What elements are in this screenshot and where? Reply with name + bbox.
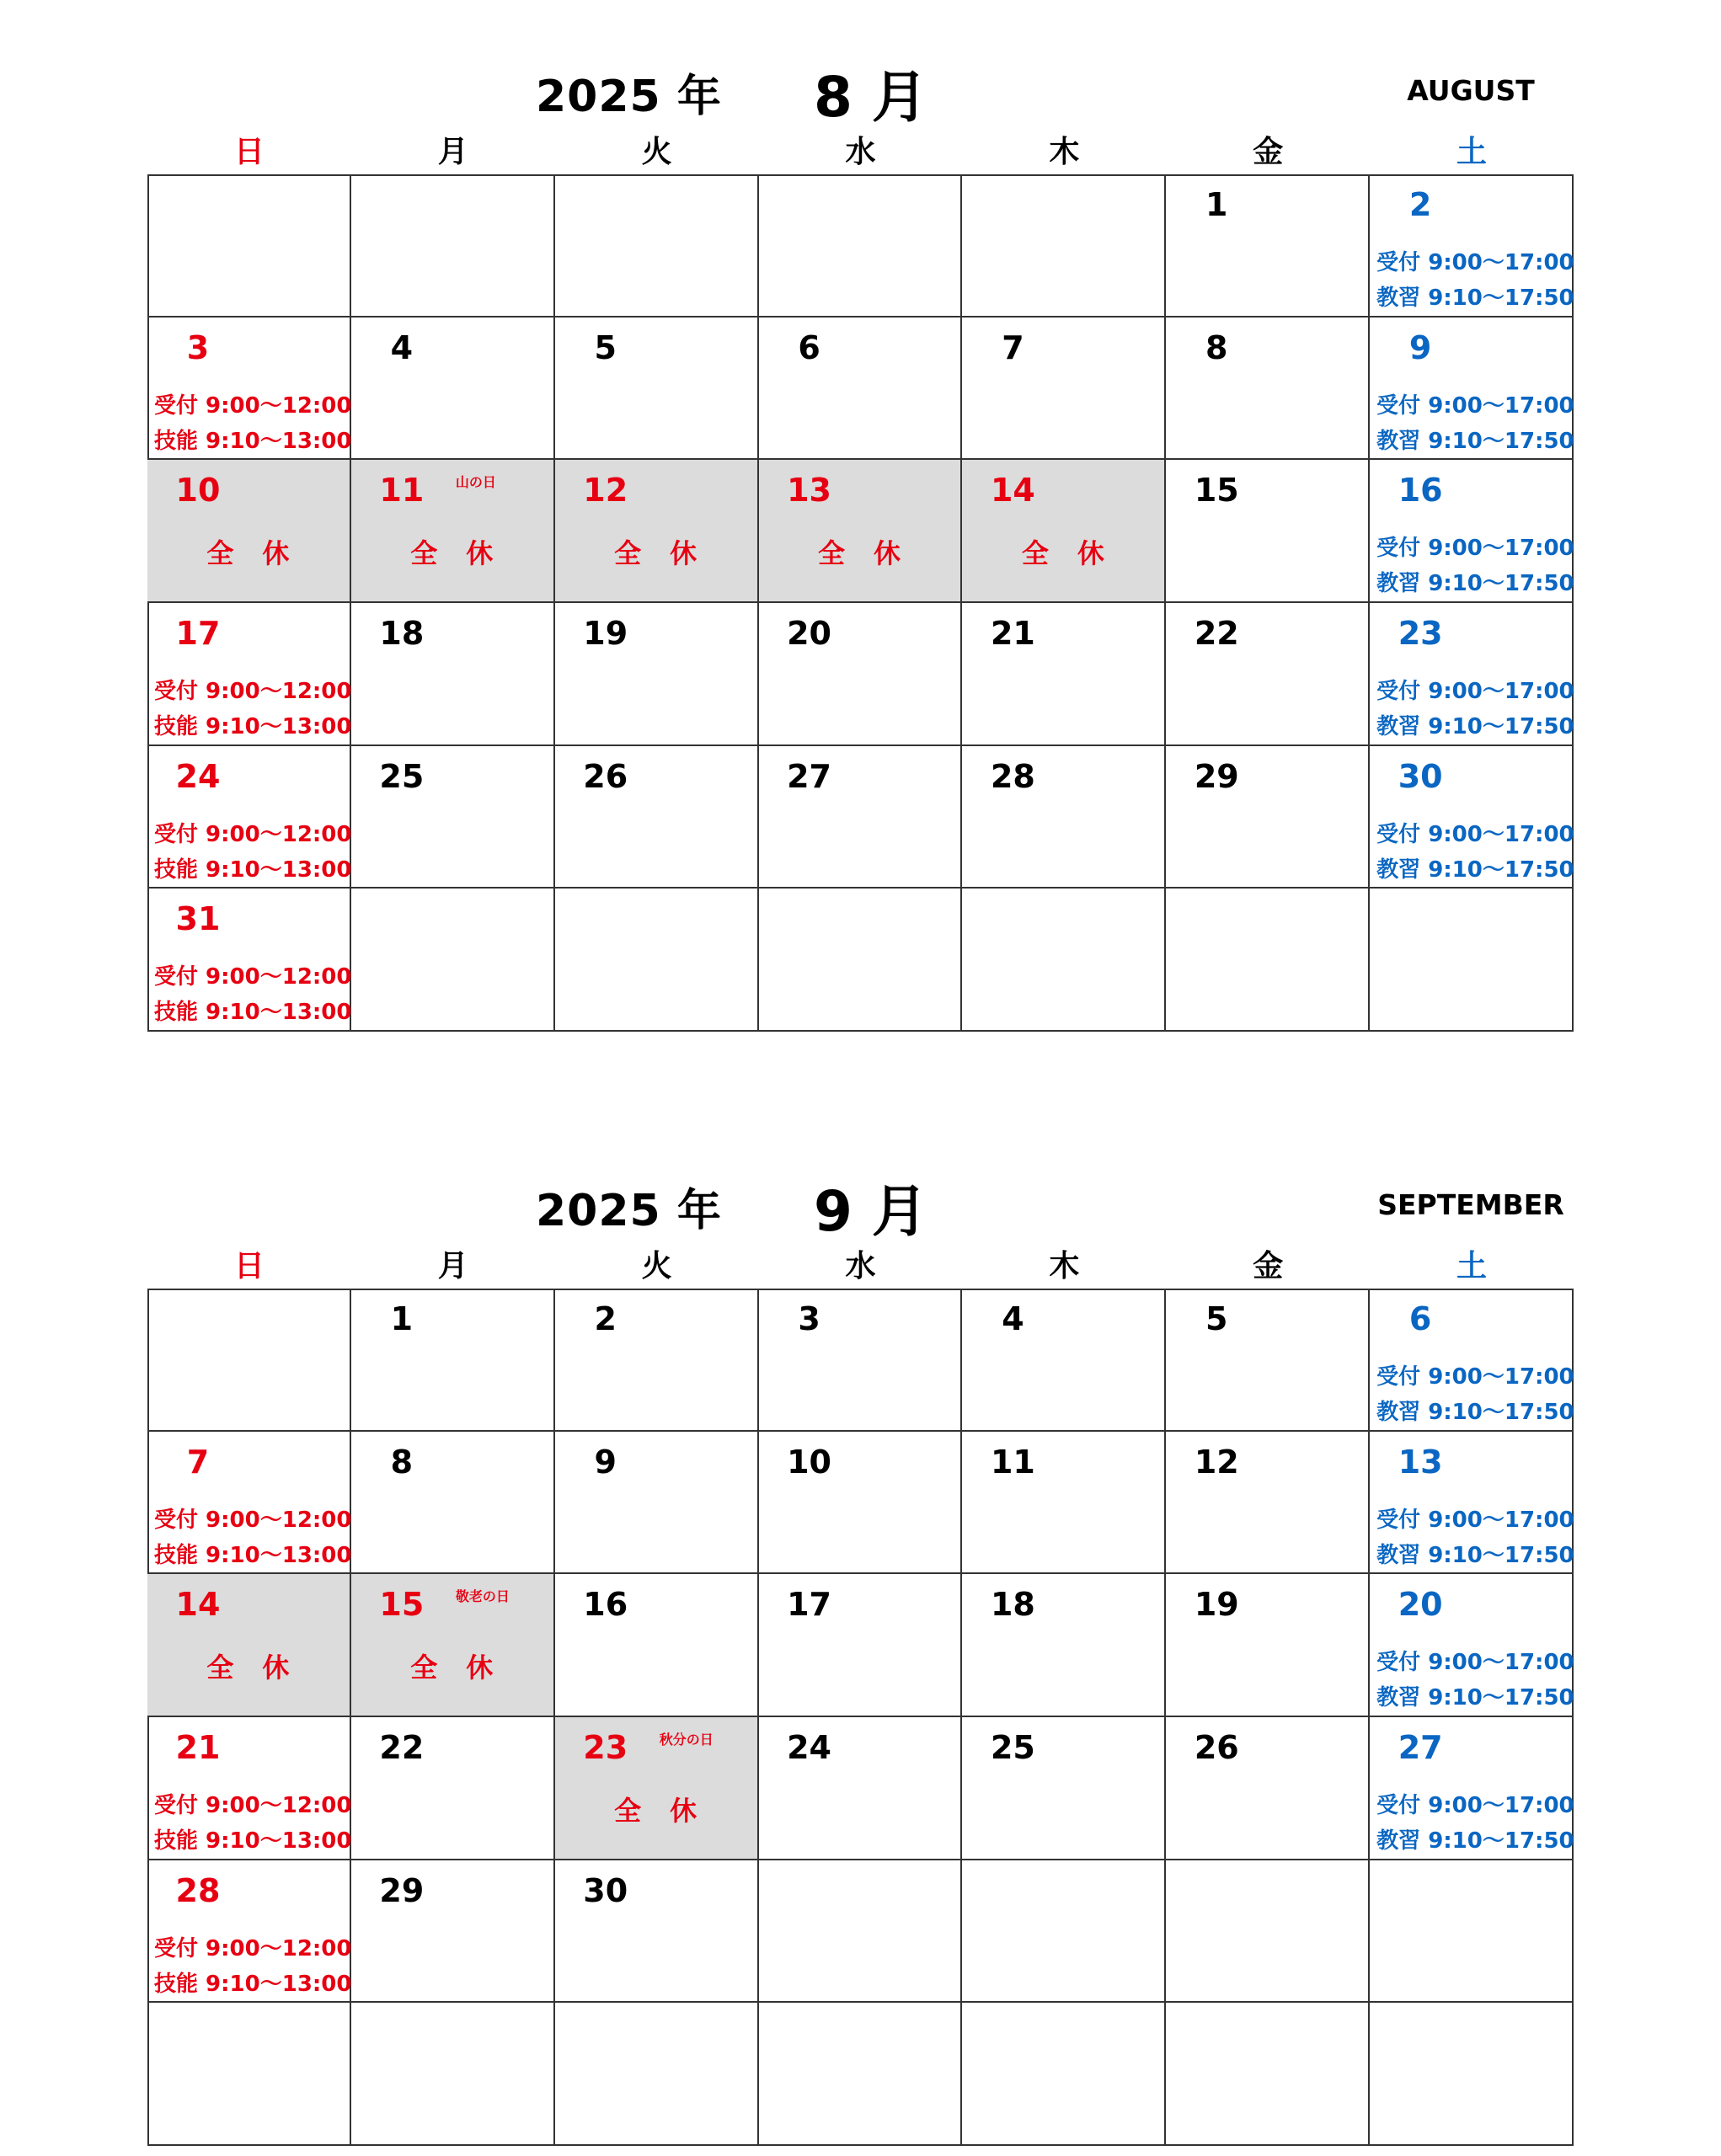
day-cell (555, 2003, 759, 2146)
day-cell (351, 2003, 555, 2146)
closed-label: 全 休 (1021, 537, 1105, 570)
business-hours (1376, 1502, 1574, 1573)
hours-line: 受付 9:00〜12:00 (154, 1507, 352, 1533)
day-cell (962, 746, 1166, 889)
day-cell (1370, 460, 1574, 603)
hours-line: 受付 9:00〜17:00 (1376, 392, 1574, 419)
day-cell (1166, 1717, 1370, 1860)
hours-line: 技能 9:10〜13:00 (154, 1828, 352, 1854)
day-cell (1370, 1860, 1574, 2004)
weekday-label: 水 (845, 135, 876, 169)
hours-line: 受付 9:00〜12:00 (154, 679, 352, 704)
day-cell (1166, 1860, 1370, 2004)
day-number: 26 (583, 757, 628, 795)
day-cell (351, 174, 555, 318)
day-number: 29 (379, 1871, 425, 1909)
weekday-label: 木 (1049, 1249, 1080, 1283)
closed-label: 全 休 (410, 537, 494, 570)
day-cell (1166, 1574, 1370, 1717)
day-cell (962, 603, 1166, 746)
calendar-grid (147, 174, 1574, 1032)
day-cell (351, 889, 555, 1032)
business-hours (1376, 531, 1574, 601)
day-cell (351, 1860, 555, 2004)
day-number: 7 (186, 1443, 210, 1481)
day-number: 11 (990, 1443, 1035, 1481)
day-number: 10 (787, 1443, 831, 1481)
hours-line: 受付 9:00〜17:00 (1376, 536, 1574, 562)
day-number: 24 (175, 757, 221, 795)
day-cell (962, 318, 1166, 461)
day-cell (759, 2003, 963, 2146)
business-hours (1376, 1645, 1574, 1716)
day-number: 15 (379, 1586, 425, 1624)
day-cell (759, 603, 963, 746)
weekday-label: 土 (1456, 1249, 1488, 1283)
day-cell (759, 889, 963, 1032)
hours-line: 受付 9:00〜12:00 (154, 964, 352, 990)
business-hours (1376, 1788, 1574, 1859)
day-number: 8 (390, 1443, 414, 1481)
day-cell (147, 2003, 351, 2146)
day-number: 30 (1398, 757, 1443, 795)
day-number: 28 (990, 757, 1035, 795)
day-cell (759, 1432, 963, 1575)
business-hours (154, 817, 351, 888)
hours-line: 教習 9:10〜17:50 (1376, 1400, 1574, 1425)
business-hours (154, 674, 351, 744)
hours-line: 技能 9:10〜13:00 (154, 1000, 352, 1026)
day-cell (1166, 889, 1370, 1032)
day-cell (1166, 460, 1370, 603)
day-cell (759, 1860, 963, 2004)
day-number: 25 (379, 757, 425, 795)
hours-line: 技能 9:10〜13:00 (154, 857, 352, 883)
day-number: 14 (990, 472, 1035, 510)
day-cell (351, 1717, 555, 1860)
day-cell (1370, 174, 1574, 318)
hours-line: 受付 9:00〜12:00 (154, 392, 352, 419)
day-number: 5 (1205, 1300, 1228, 1337)
day-number: 6 (1408, 1300, 1432, 1337)
day-cell (555, 174, 759, 318)
day-number: 28 (175, 1871, 221, 1909)
holiday-name: 山の日 (455, 474, 496, 491)
year-title: 2025 年 (536, 1186, 722, 1236)
day-cell (555, 1432, 759, 1575)
hours-line: 受付 9:00〜12:00 (154, 821, 352, 847)
closed-label: 全 休 (206, 1652, 291, 1684)
weekday-header (147, 1242, 1574, 1283)
day-cell (555, 746, 759, 889)
day-number: 18 (379, 615, 425, 652)
hours-line: 教習 9:10〜17:50 (1376, 857, 1574, 883)
day-cell (1370, 1432, 1574, 1575)
business-hours (1376, 245, 1574, 316)
hours-line: 教習 9:10〜17:50 (1376, 1542, 1574, 1568)
day-number: 19 (583, 615, 628, 652)
day-number: 7 (1002, 328, 1024, 366)
month-title: 8 月 (814, 65, 927, 130)
weekday-label: 金 (1253, 1249, 1284, 1283)
day-cell (147, 1860, 351, 2004)
closed-label: 全 休 (410, 1652, 494, 1684)
hours-line: 教習 9:10〜17:50 (1376, 571, 1574, 597)
day-cell (759, 318, 963, 461)
business-hours (154, 1788, 351, 1859)
day-cell (555, 460, 759, 603)
day-cell (1370, 603, 1574, 746)
day-number: 3 (186, 328, 210, 366)
day-cell (147, 603, 351, 746)
day-number: 17 (787, 1586, 831, 1624)
day-number: 12 (1194, 1443, 1239, 1481)
day-cell (555, 1860, 759, 2004)
day-number: 1 (390, 1300, 414, 1337)
weekday-label: 日 (233, 135, 265, 169)
hours-line: 受付 9:00〜17:00 (1376, 1650, 1574, 1676)
holiday-name: 秋分の日 (659, 1732, 714, 1748)
day-number: 27 (1398, 1729, 1443, 1766)
day-cell (1166, 1289, 1370, 1432)
day-cell (962, 889, 1166, 1032)
hours-line: 技能 9:10〜13:00 (154, 428, 352, 454)
hours-line: 教習 9:10〜17:50 (1376, 1828, 1574, 1854)
day-cell (962, 174, 1166, 318)
day-cell (147, 746, 351, 889)
hours-line: 受付 9:00〜17:00 (1376, 821, 1574, 847)
day-number: 20 (1398, 1586, 1443, 1624)
day-number: 24 (787, 1729, 831, 1766)
weekday-label: 木 (1049, 135, 1080, 169)
hours-line: 教習 9:10〜17:50 (1376, 1685, 1574, 1711)
day-cell (1370, 889, 1574, 1032)
day-cell (1370, 746, 1574, 889)
closed-label: 全 休 (614, 1795, 698, 1827)
day-cell (555, 1289, 759, 1432)
day-number: 30 (583, 1871, 628, 1909)
weekday-label: 火 (641, 1249, 672, 1283)
hours-line: 受付 9:00〜17:00 (1376, 1793, 1574, 1818)
day-number: 22 (379, 1729, 425, 1766)
day-number: 10 (175, 472, 221, 510)
day-cell (147, 460, 351, 603)
day-cell (351, 318, 555, 461)
weekday-header (147, 128, 1574, 168)
day-cell (759, 1717, 963, 1860)
day-number: 4 (1002, 1300, 1024, 1337)
hours-line: 受付 9:00〜17:00 (1376, 250, 1574, 275)
hours-line: 教習 9:10〜17:50 (1376, 286, 1574, 311)
weekday-label: 月 (437, 135, 468, 169)
day-number: 16 (1398, 472, 1443, 510)
business-hours (1376, 1359, 1574, 1430)
day-cell (1166, 2003, 1370, 2146)
day-number: 26 (1194, 1729, 1239, 1766)
day-number: 23 (1398, 615, 1443, 652)
business-hours (154, 1502, 351, 1573)
day-cell (147, 1717, 351, 1860)
day-cell (555, 1574, 759, 1717)
day-number: 15 (1194, 472, 1239, 510)
hours-line: 技能 9:10〜13:00 (154, 1971, 352, 1997)
day-number: 11 (379, 472, 425, 510)
day-cell (351, 746, 555, 889)
day-cell (147, 1574, 351, 1717)
day-cell (759, 1574, 963, 1717)
day-cell (1370, 1574, 1574, 1717)
day-cell (351, 460, 555, 603)
day-cell (759, 1289, 963, 1432)
day-cell (1370, 318, 1574, 461)
hours-line: 受付 9:00〜17:00 (1376, 1507, 1574, 1533)
day-number: 13 (787, 472, 831, 510)
day-cell (1370, 1717, 1574, 1860)
weekday-label: 月 (437, 1249, 468, 1283)
hours-line: 技能 9:10〜13:00 (154, 714, 352, 739)
weekday-label: 水 (845, 1249, 876, 1283)
day-cell (351, 1432, 555, 1575)
day-cell (759, 460, 963, 603)
day-number: 21 (175, 1729, 221, 1766)
day-cell (962, 1717, 1166, 1860)
day-cell (962, 1432, 1166, 1575)
day-number: 16 (583, 1586, 628, 1624)
day-number: 27 (787, 757, 831, 795)
day-number: 19 (1194, 1586, 1239, 1624)
day-number: 17 (175, 615, 221, 652)
year-title: 2025 年 (536, 72, 722, 122)
day-cell (1166, 603, 1370, 746)
day-number: 31 (175, 900, 221, 938)
hours-line: 技能 9:10〜13:00 (154, 1542, 352, 1568)
day-number: 18 (990, 1586, 1035, 1624)
closed-label: 全 休 (614, 537, 698, 570)
day-number: 5 (594, 328, 617, 366)
day-cell (1166, 174, 1370, 318)
day-number: 9 (594, 1443, 617, 1481)
day-cell (1370, 2003, 1574, 2146)
day-number: 14 (175, 1586, 221, 1624)
day-cell (962, 460, 1166, 603)
day-cell (351, 1574, 555, 1717)
day-number: 3 (798, 1300, 820, 1337)
day-cell (351, 603, 555, 746)
closed-label: 全 休 (206, 537, 291, 570)
day-cell (1166, 746, 1370, 889)
day-cell (147, 889, 351, 1032)
holiday-name: 敬老の日 (455, 1588, 510, 1605)
hours-line: 教習 9:10〜17:50 (1376, 714, 1574, 739)
day-cell (555, 1717, 759, 1860)
hours-line: 受付 9:00〜12:00 (154, 1935, 352, 1961)
business-hours (1376, 388, 1574, 459)
day-cell (147, 1289, 351, 1432)
weekday-label: 金 (1253, 135, 1284, 169)
day-number: 2 (594, 1300, 617, 1337)
weekday-label: 日 (233, 1249, 265, 1283)
month-title: 9 月 (814, 1179, 927, 1244)
day-number: 20 (787, 615, 831, 652)
hours-line: 教習 9:10〜17:50 (1376, 428, 1574, 454)
day-cell (1166, 318, 1370, 461)
day-cell (759, 746, 963, 889)
day-number: 21 (990, 615, 1035, 652)
day-cell (962, 1289, 1166, 1432)
day-number: 9 (1408, 328, 1432, 366)
hours-line: 受付 9:00〜12:00 (154, 1793, 352, 1818)
day-cell (147, 174, 351, 318)
business-hours (154, 388, 351, 459)
weekday-label: 土 (1456, 135, 1488, 169)
day-number: 2 (1408, 186, 1432, 223)
business-hours (1376, 674, 1574, 744)
business-hours (154, 1931, 351, 2002)
day-number: 4 (390, 328, 414, 366)
day-number: 25 (990, 1729, 1035, 1766)
hours-line: 受付 9:00〜17:00 (1376, 679, 1574, 704)
day-cell (962, 2003, 1166, 2146)
day-cell (147, 318, 351, 461)
day-cell (351, 1289, 555, 1432)
weekday-label: 火 (641, 135, 672, 169)
day-cell (147, 1432, 351, 1575)
day-cell (555, 889, 759, 1032)
day-cell (555, 603, 759, 746)
day-cell (555, 318, 759, 461)
day-number: 6 (798, 328, 820, 366)
day-number: 8 (1205, 328, 1228, 366)
day-cell (759, 174, 963, 318)
day-cell (962, 1860, 1166, 2004)
business-hours (1376, 817, 1574, 888)
business-hours (154, 959, 351, 1030)
day-number: 22 (1194, 615, 1239, 652)
day-number: 23 (583, 1729, 628, 1766)
hours-line: 受付 9:00〜17:00 (1376, 1364, 1574, 1390)
day-number: 1 (1205, 186, 1228, 223)
day-number: 29 (1194, 757, 1239, 795)
day-cell (1166, 1432, 1370, 1575)
day-number: 12 (583, 472, 628, 510)
day-cell (962, 1574, 1166, 1717)
closed-label: 全 休 (817, 537, 901, 570)
day-cell (1370, 1289, 1574, 1432)
day-number: 13 (1398, 1443, 1443, 1481)
calendar-grid (147, 1289, 1574, 2146)
